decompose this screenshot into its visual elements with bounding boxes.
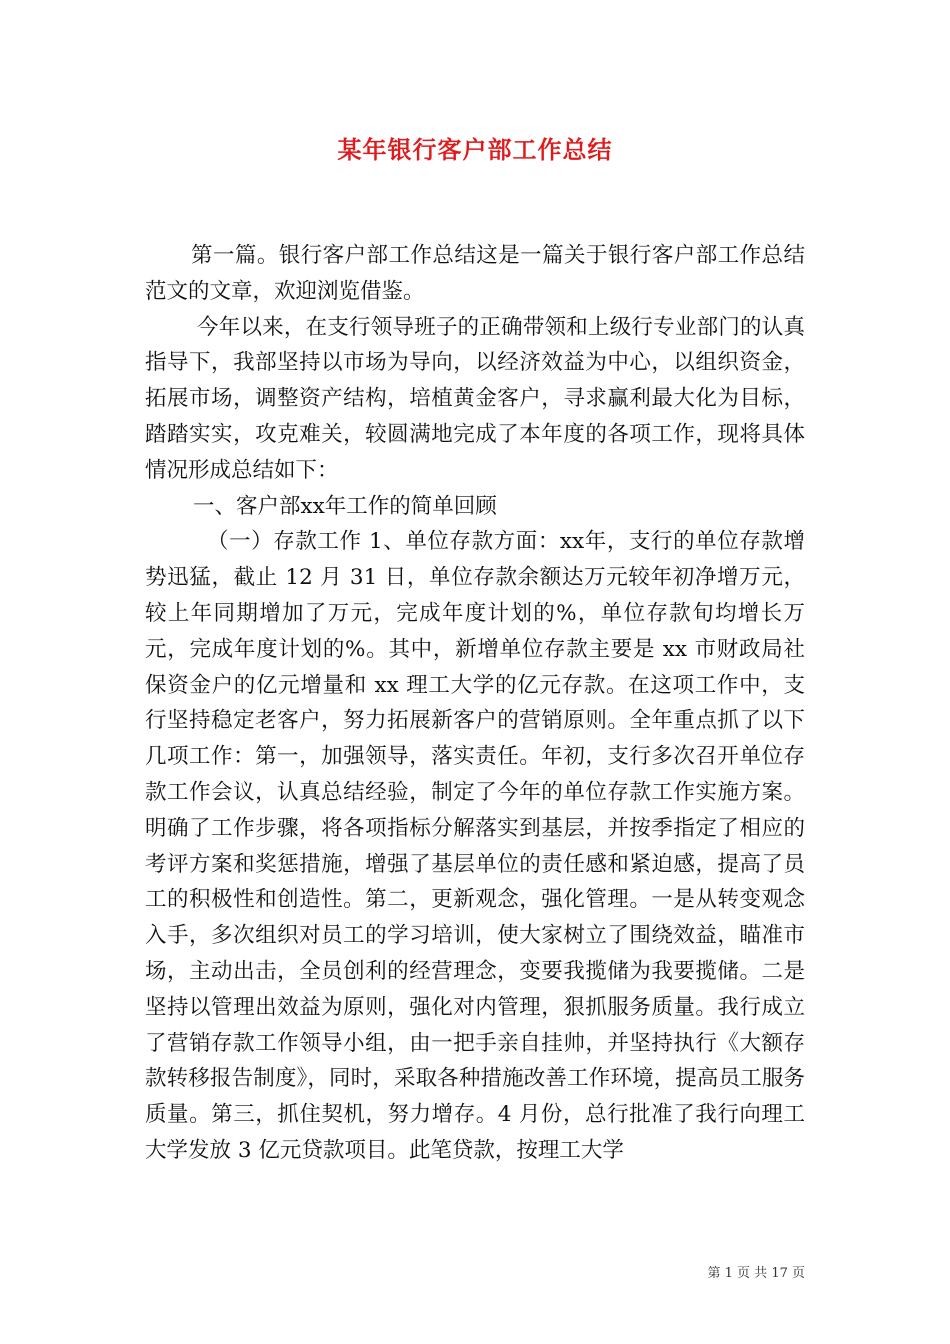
document-body <box>145 238 805 1169</box>
document-title: 某年银行客户部工作总结 <box>337 135 613 164</box>
paragraph-deposit-work: （一）存款工作 1、单位存款方面：xx年，支行的单位存款增势迅猛，截止 12 月 31 日，单位存款余额达万元较年初净增万元，较上年同期增加了万元，完成年度计划的%，单位存款旬均增长万元，完成年度计划的%。其中，新增单位存款主要是 xx 市财政局社保资金户的亿元增量和 xx 理工大学的亿元存款。在这项工作中，支行坚持稳定老客户，努力拓展新客户的营销原则。全年重点抓了以下几项工作：第一，加强领导，落实责任。年初，支行多次召开单位存款工作会议，认真总结经验，制定了今年的单位存款工作实施方案。明确了工作步骤，将各项指标分解落实到基层，并按季指定了相应的考评方案和奖惩措施，增强了基层单位的责任感和紧迫感，提高了员工的积极性和创造性。第二，更新观念，强化管理。一是从转变观念入手，多次组织对员工的学习培训，使大家树立了围绕效益，瞄准市场，主动出击，全员创利的经营理念，变要我揽储为我要揽储。二是坚持以管理出效益为原则，强化对内管理，狠抓服务质量。我行成立了营销存款工作领导小组，由一把手亲自挂帅，并坚持执行《大额存款转移报告制度》，同时，采取各种措施改善工作环境，提高员工服务质量。第三，抓住契机，努力增存。4 月份，总行批准了我行向理工大学发放 3 亿元贷款项目。此笔贷款，按理工大学 <box>145 529 805 1163</box>
paragraph-intro: 第一篇。银行客户部工作总结这是一篇关于银行客户部工作总结范文的文章，欢迎浏览借鉴。 <box>145 243 805 304</box>
page-number: 第 1 页 共 17 页 <box>707 1266 805 1281</box>
section-heading: 一、客户部xx年工作的简单回顾 <box>193 493 497 519</box>
paragraph-overview: 今年以来，在支行领导班子的正确带领和上级行专业部门的认真指导下，我部坚持以市场为导向，以经济效益为中心，以组织资金，拓展市场，调整资产结构，培植黄金客户，寻求赢利最大化为目标，踏踏实实，攻克难关，较圆满地完成了本年度的各项工作，现将具体情况形成总结如下： <box>145 314 805 483</box>
